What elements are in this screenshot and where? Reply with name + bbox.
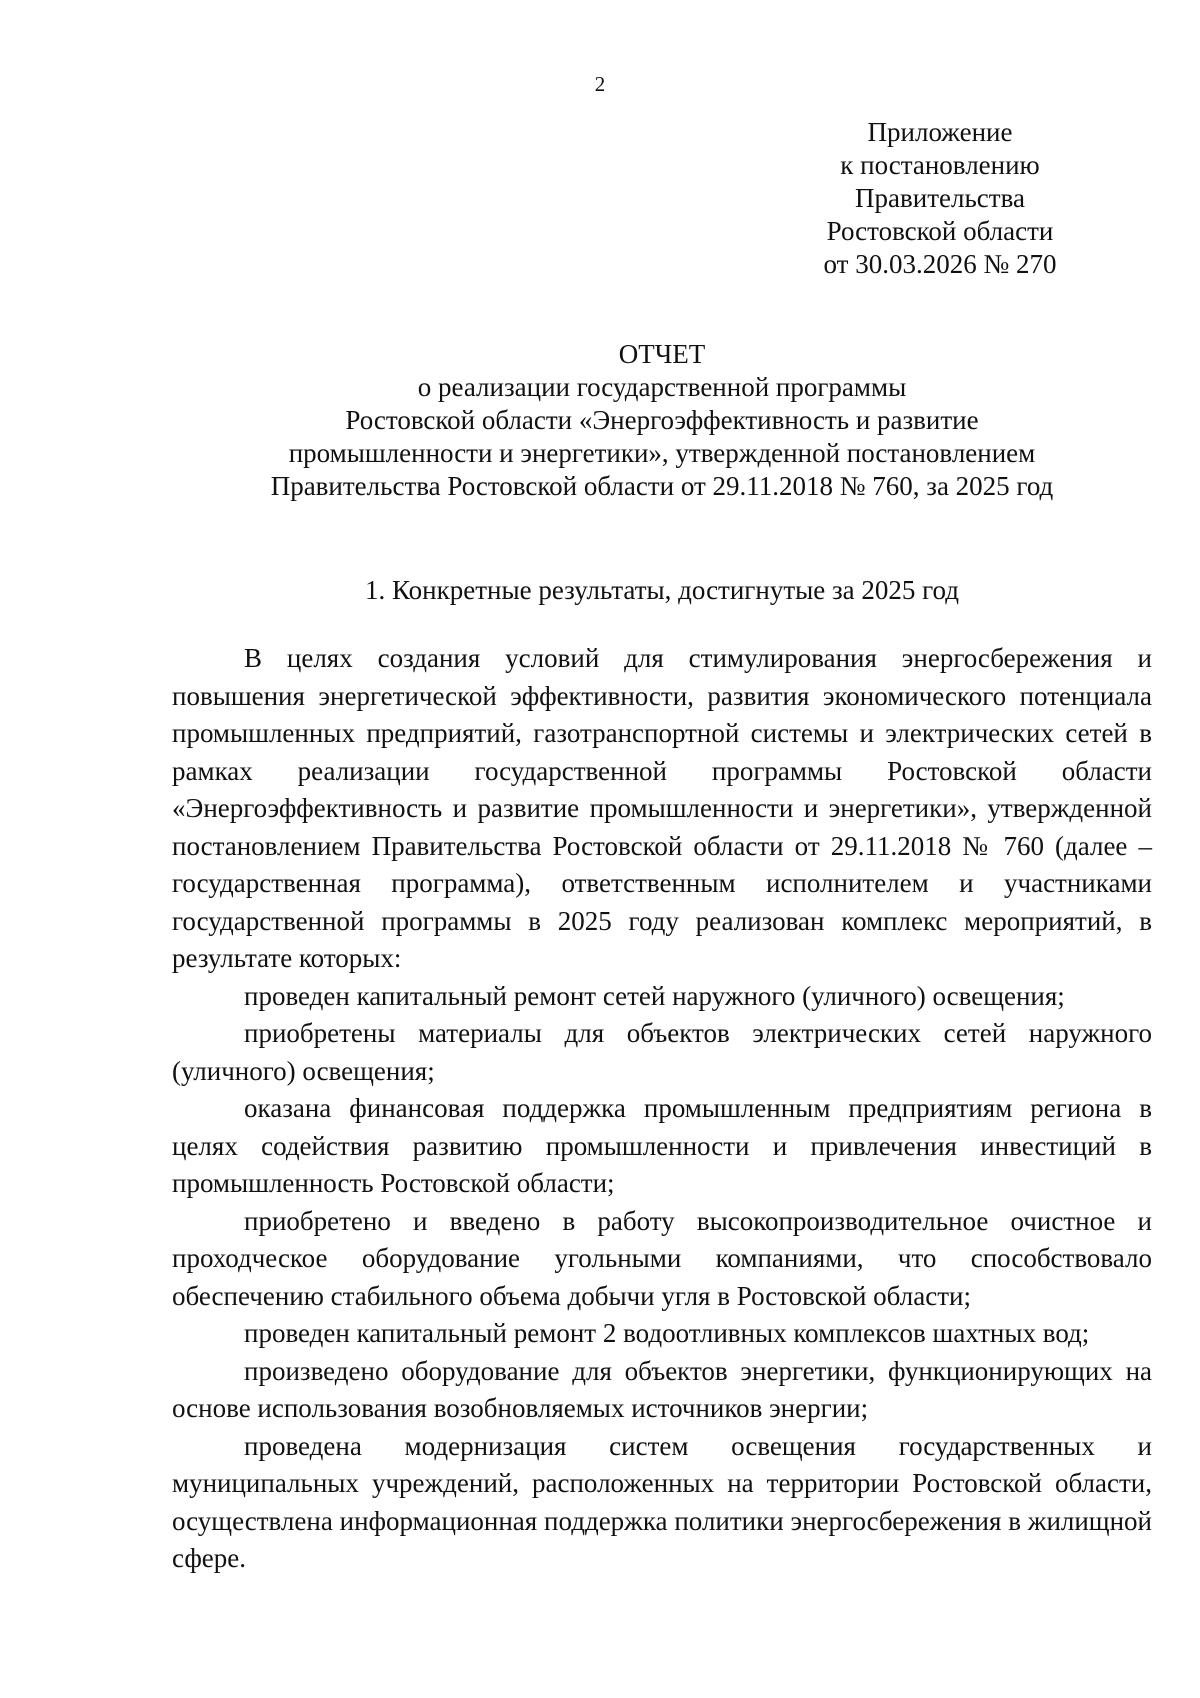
report-title-line: Ростовской области «Энергоэффективность и развитие xyxy=(345,405,979,435)
appendix-block xyxy=(790,116,1090,281)
report-title-line: Правительства Ростовской области от 29.11.2018 № 760, за 2025 год xyxy=(270,471,1054,501)
appendix-line: Приложение xyxy=(867,117,1013,147)
page-number: 2 xyxy=(594,72,606,96)
body-paragraph: произведено оборудование для объектов энергетики, функционирующих на основе использования возобновляемых источников энергии; xyxy=(172,1355,1152,1423)
body-paragraph: приобретены материалы для объектов электрических сетей наружного (уличного) освещения; xyxy=(172,1018,1152,1086)
body-paragraph: проведен капитальный ремонт сетей наружного (уличного) освещения; xyxy=(244,980,1065,1011)
appendix-line: от 30.03.2026 № 270 xyxy=(823,249,1057,279)
body-paragraph: проведен капитальный ремонт 2 водоотливных комплексов шахтных вод; xyxy=(244,1318,1090,1348)
report-title xyxy=(172,338,1152,503)
appendix-line: Правительства xyxy=(855,183,1025,213)
appendix-line: Ростовской области xyxy=(826,216,1054,246)
body-paragraph: В целях создания условий для стимулирования энергосбережения и повышения энергетической эффективности, развития экономического потенциала промышленных предприятий, газотранспортной системы и электрических сетей в рамках реализации государственной программы Ростовской области «Энергоэффективность и развитие промышленности и энергетики», утвержденной постановлением Правительства Ростовской области от 29.11.2018 № 760 (далее – государственная программа), ответственным исполнителем и участниками государственной программы в 2025 году реализован комплекс мероприятий, в результате которых: xyxy=(172,643,1152,973)
section-body xyxy=(172,640,1152,1578)
report-title-line: промышленности и энергетики», утвержденной постановлением xyxy=(288,438,1036,468)
body-paragraph: оказана финансовая поддержка промышленным предприятиям региона в целях содействия развитию промышленности и привлечения инвестиций в промышленность Ростовской области; xyxy=(172,1093,1152,1198)
report-title-line: о реализации государственной программы xyxy=(417,372,907,402)
body-paragraph: проведена модернизация систем освещения государственных и муниципальных учреждений, расположенных на территории Ростовской области, осуществлена информационная поддержка политики энергосбережения в жилищной сфере. xyxy=(172,1430,1152,1573)
body-paragraph: приобретено и введено в работу высокопроизводительное очистное и проходческое оборудование угольными компаниями, что способствовало обеспечению стабильного объема добычи угля в Ростовской области; xyxy=(172,1205,1152,1311)
section-heading: 1. Конкретные результаты, достигнутые за 2025 год xyxy=(364,575,960,605)
appendix-line: к постановлению xyxy=(840,150,1040,180)
report-heading: ОТЧЕТ xyxy=(618,339,706,369)
